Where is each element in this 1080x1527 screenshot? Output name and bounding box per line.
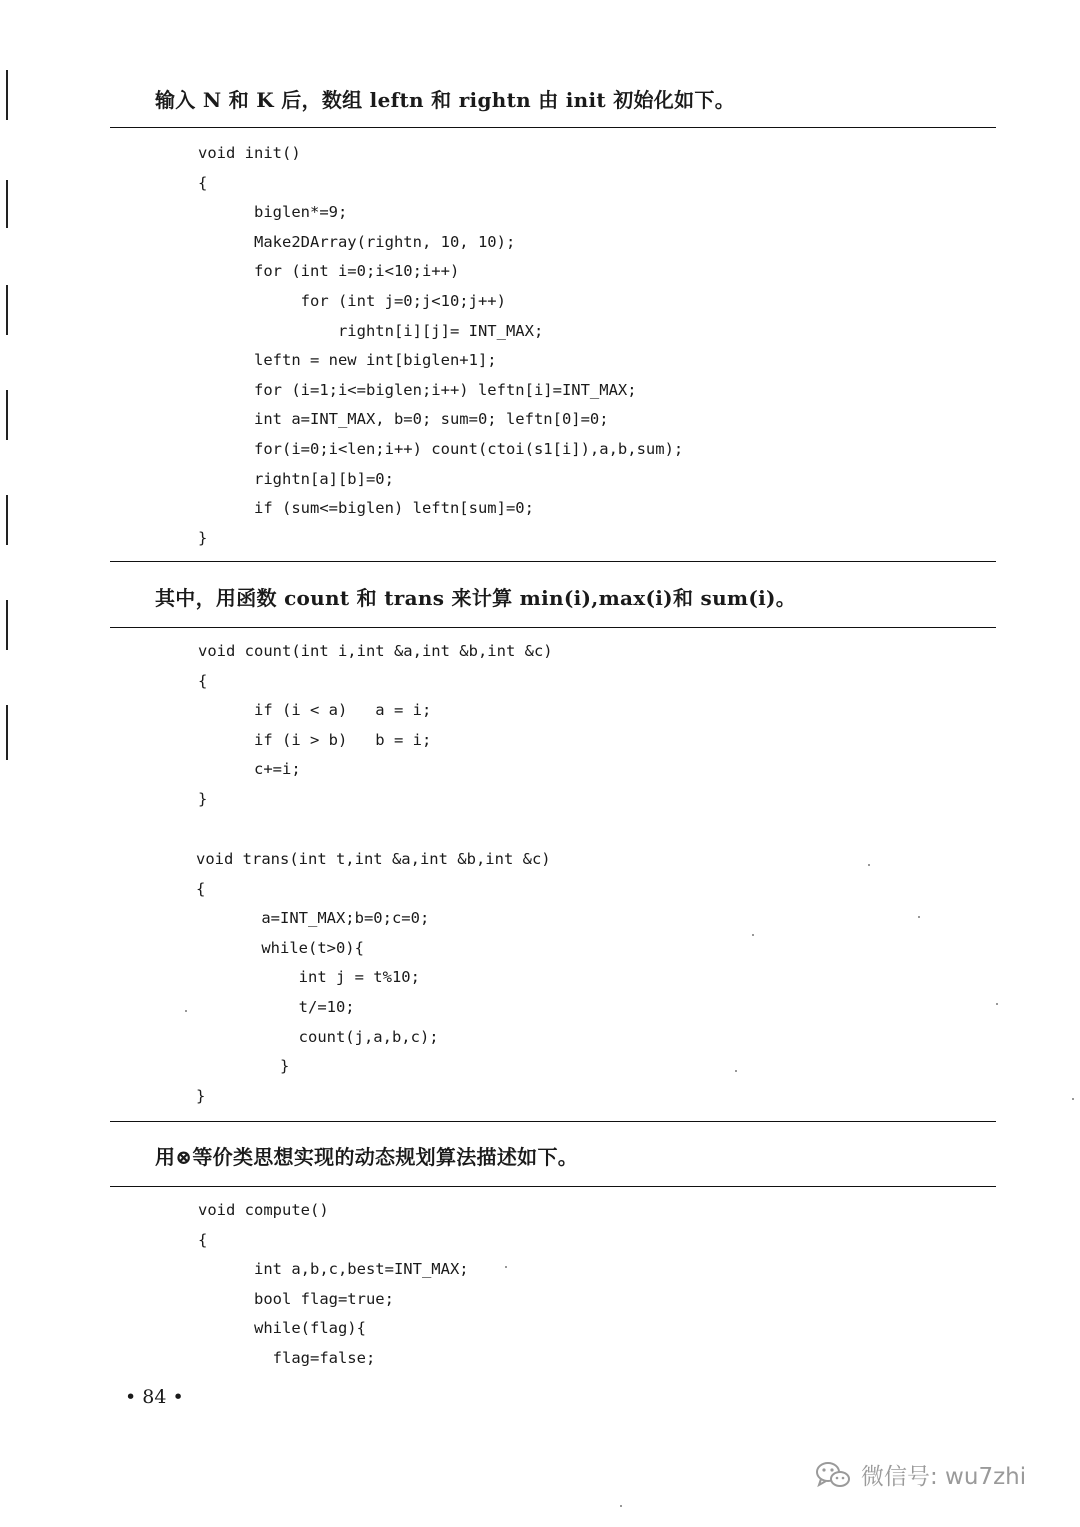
init-intro-heading: 输入 N 和 K 后，数组 leftn 和 rightn 由 init 初始化如下。 <box>155 88 736 112</box>
divider <box>110 627 996 628</box>
code-line: } <box>198 789 208 808</box>
binding-mark <box>6 390 8 440</box>
code-line: for (int j=0;j<10;j++) <box>198 291 506 310</box>
scan-speck <box>996 1003 998 1005</box>
count-intro-heading: 其中，用函数 count 和 trans 来计算 min(i),max(i)和 sum(i)。 <box>155 586 797 610</box>
count-code-block <box>198 637 553 815</box>
code-line: void compute() <box>198 1201 329 1219</box>
init-code-block <box>198 139 683 553</box>
code-line: void trans(int t,int &a,int &b,int &c) <box>196 850 551 868</box>
code-line: } <box>198 528 208 547</box>
scan-speck <box>868 864 870 866</box>
code-line: rightn[i][j]= INT_MAX; <box>198 321 544 340</box>
binding-mark <box>6 600 8 650</box>
code-line: c+=i; <box>198 760 301 779</box>
code-line: count(j,a,b,c); <box>196 1027 439 1046</box>
code-line: while(flag){ <box>198 1319 366 1338</box>
code-line: a=INT_MAX;b=0;c=0; <box>196 909 430 928</box>
scan-speck <box>505 1266 507 1268</box>
scan-speck <box>918 916 920 918</box>
code-line: { <box>198 173 208 192</box>
page-number: • 84 • <box>125 1386 184 1408</box>
compute-code-block <box>198 1196 469 1374</box>
trans-code-block <box>196 845 551 1111</box>
code-line: for (int i=0;i<10;i++) <box>198 262 460 281</box>
code-line: while(t>0){ <box>196 938 364 957</box>
code-line: for (i=1;i<=biglen;i++) leftn[i]=INT_MAX; <box>198 380 637 399</box>
watermark <box>815 1458 1026 1491</box>
code-line: for(i=0;i<len;i++) count(ctoi(s1[i]),a,b,sum); <box>198 439 684 458</box>
code-line: if (i < a) a = i; <box>198 701 432 720</box>
code-line: if (sum<=biglen) leftn[sum]=0; <box>198 499 534 518</box>
scan-speck <box>752 934 754 936</box>
code-line: bool flag=true; <box>198 1289 394 1308</box>
divider <box>110 561 996 562</box>
binding-mark <box>6 285 8 335</box>
code-line: void count(int i,int &a,int &b,int &c) <box>198 642 553 660</box>
code-line: { <box>196 879 206 898</box>
divider <box>110 1121 996 1122</box>
code-line: Make2DArray(rightn, 10, 10); <box>198 232 516 251</box>
code-line: biglen*=9; <box>198 203 348 222</box>
wechat-icon <box>815 1460 851 1490</box>
code-line: leftn = new int[biglen+1]; <box>198 351 497 370</box>
code-line: { <box>198 671 208 690</box>
code-line: int a=INT_MAX, b=0; sum=0; leftn[0]=0; <box>198 410 609 429</box>
code-line: int j = t%10; <box>196 968 420 987</box>
divider <box>110 127 996 128</box>
code-line: { <box>198 1230 208 1249</box>
binding-mark <box>6 495 8 545</box>
code-line: } <box>196 1086 206 1105</box>
code-line: if (i > b) b = i; <box>198 730 432 749</box>
binding-mark <box>6 180 8 228</box>
code-line: int a,b,c,best=INT_MAX; <box>198 1260 469 1279</box>
scan-speck <box>735 1070 737 1072</box>
watermark-label: 微信号: wu7zhi <box>861 1464 1027 1490</box>
scan-speck <box>185 1010 187 1012</box>
code-line: } <box>196 1057 290 1076</box>
divider <box>110 1186 996 1187</box>
dp-intro-heading: 用⊗等价类思想实现的动态规划算法描述如下。 <box>155 1145 579 1169</box>
code-line: flag=false; <box>198 1348 376 1367</box>
scan-speck <box>620 1505 622 1507</box>
code-line: rightn[a][b]=0; <box>198 469 394 488</box>
scan-speck <box>1072 1098 1074 1100</box>
code-line: t/=10; <box>196 997 355 1016</box>
code-line: void init() <box>198 144 301 162</box>
binding-mark <box>6 70 8 120</box>
binding-mark <box>6 705 8 760</box>
